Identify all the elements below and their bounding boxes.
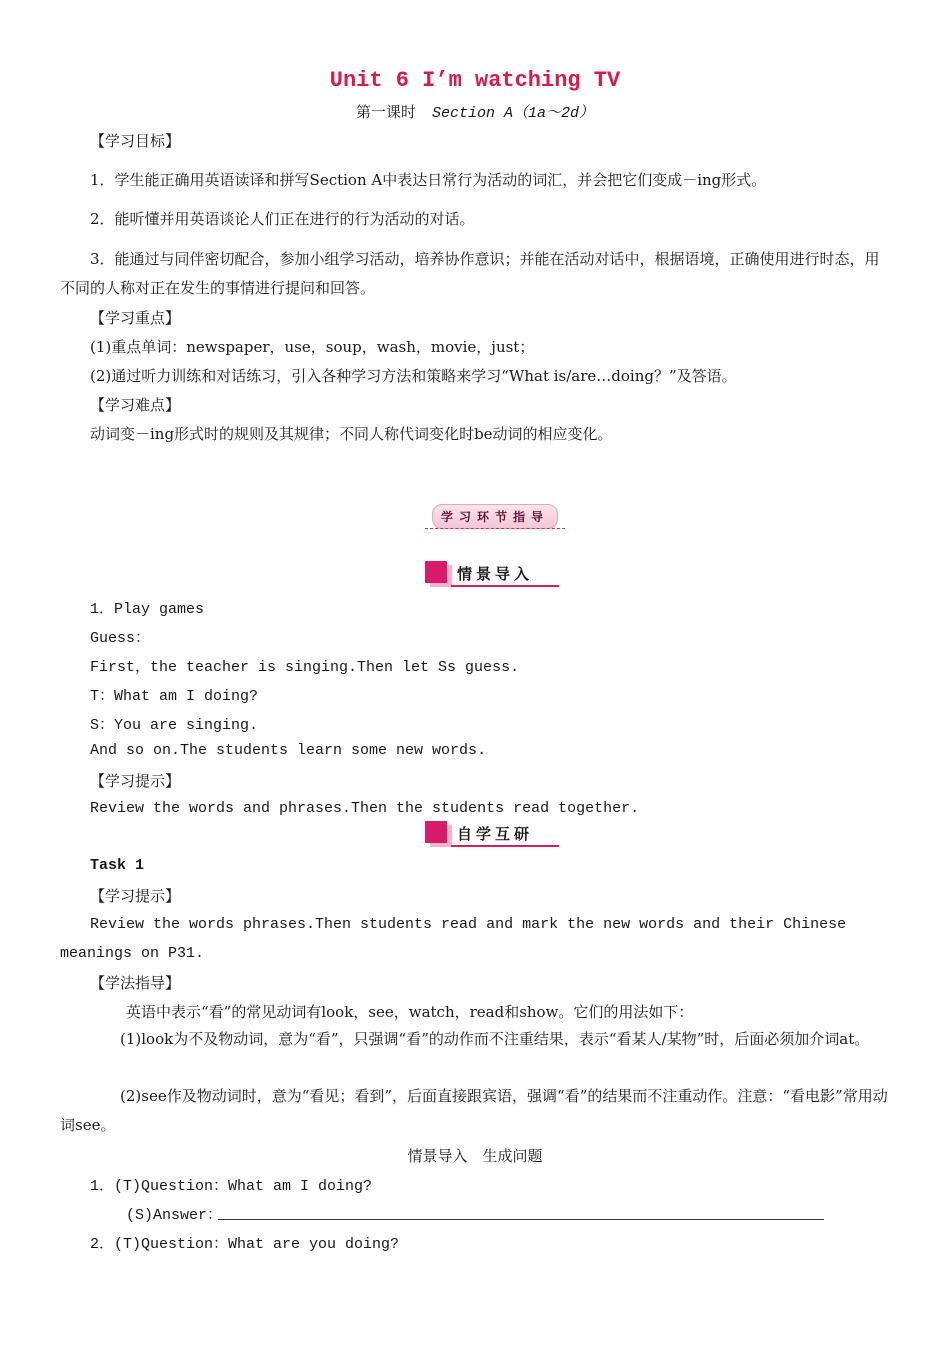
t-question-line: T：What am I doing? bbox=[90, 688, 259, 705]
and-so-on-line: And so on.The students learn some new words. bbox=[90, 742, 487, 759]
center-caption: 情景导入 生成问题 bbox=[407, 1147, 543, 1165]
objective-1: 1．学生能正确用英语读译和拼写Section A中表达日常行为活动的词汇，并会把它们变成－ing形式。 bbox=[90, 171, 767, 189]
objective-2: 2．能听懂并用英语谈论人们正在进行的行为活动的对话。 bbox=[90, 210, 475, 228]
task-title: Task 1 bbox=[90, 857, 145, 874]
tip-heading: 【学习提示】 bbox=[90, 887, 181, 905]
objective-3: 3．能通过与同伴密切配合，参加小组学习活动，培养协作意识；并能在活动对话中，根据语境，正确使用进行时态，用不同的人称对正在发生的事情进行提问和回答。 bbox=[60, 250, 880, 297]
tip-text: Review the words and phrases.Then the students read together. bbox=[90, 800, 640, 817]
teacher-line: First，the teacher is singing.Then let Ss guess. bbox=[90, 659, 520, 676]
unit-title: Unit 6 I’m watching TV bbox=[329, 68, 621, 93]
method-see: (2)see作及物动词时，意为“看见；看到”，后面直接跟宾语，强调“看”的结果而不注重动作。注意：“看电影”常用动词see。 bbox=[60, 1087, 888, 1134]
tip-heading: 【学习提示】 bbox=[90, 772, 181, 790]
guess-line: Guess： bbox=[90, 630, 151, 647]
tip-text: Review the words phrases.Then students read and mark the new words and their Chinese meanings on P31. bbox=[60, 916, 847, 962]
answer-1-label: (S)Answer： bbox=[126, 1207, 223, 1224]
guide-banner-label: 学习环节指导 bbox=[432, 504, 558, 529]
method-intro: 英语中表示“看”的常见动词有look，see，watch，read和show。它们的用法如下： bbox=[126, 1003, 694, 1021]
section-underline bbox=[451, 845, 559, 847]
difficulties-heading: 【学习难点】 bbox=[90, 396, 181, 414]
key-points-heading: 【学习重点】 bbox=[90, 309, 181, 327]
question-1: 1．(T)Question：What am I doing? bbox=[90, 1178, 373, 1195]
section-header-self-study bbox=[425, 821, 559, 847]
section-range: Section A（1a～2d） bbox=[431, 105, 595, 122]
difficulties-text: 动词变－ing形式时的规则及其规律；不同人称代词变化时be动词的相应变化。 bbox=[90, 425, 613, 443]
banner-divider bbox=[425, 528, 565, 529]
method-heading: 【学法指导】 bbox=[90, 974, 181, 992]
objectives-heading: 【学习目标】 bbox=[90, 132, 181, 150]
lesson-number: 第一课时 bbox=[355, 103, 416, 121]
guide-banner bbox=[425, 504, 565, 532]
method-look: (1)look为不及物动词，意为“看”，只强调“看”的动作而不注重结果，表示“看某人/某物”时，后面必须加介词at。 bbox=[120, 1030, 870, 1048]
key-point-2: (2)通过听力训练和对话练习，引入各种学习方法和策略来学习“What is/are…doing？”及答语。 bbox=[90, 367, 737, 385]
lesson-subtitle bbox=[0, 101, 950, 122]
key-point-1: (1)重点单词：newspaper，use，soup，wash，movie，just； bbox=[90, 338, 535, 356]
section-header-intro bbox=[425, 561, 559, 587]
section-label: 自学互研 bbox=[457, 825, 534, 843]
section-underline bbox=[451, 585, 559, 587]
answer-blank[interactable] bbox=[218, 1219, 824, 1220]
section-label: 情景导入 bbox=[457, 565, 534, 583]
question-2: 2．(T)Question：What are you doing? bbox=[90, 1236, 400, 1253]
s-answer-line: S：You are singing. bbox=[90, 717, 259, 734]
section-marker-icon bbox=[425, 821, 447, 843]
play-games-line: 1．Play games bbox=[90, 601, 205, 618]
section-marker-icon bbox=[425, 561, 447, 583]
